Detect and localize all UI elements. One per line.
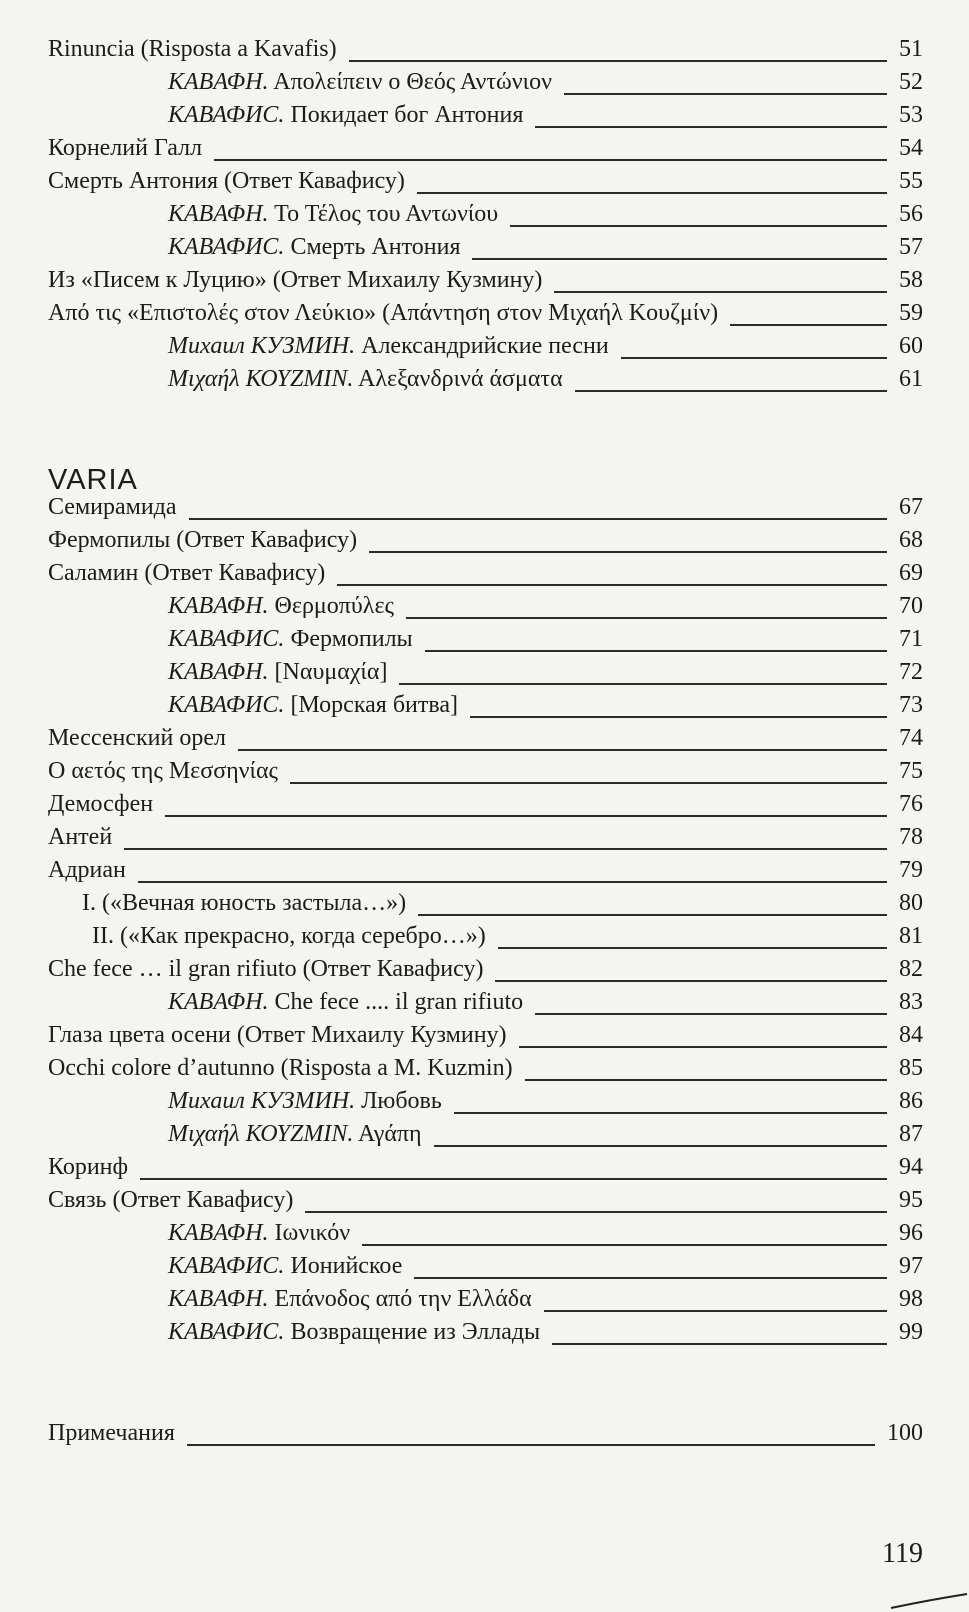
toc-leader-line: [124, 848, 887, 850]
toc-entry: [0, 558, 969, 592]
toc-entry-text: [168, 693, 458, 717]
toc-entry: [0, 1086, 969, 1120]
toc-page-number: 99: [899, 1319, 923, 1345]
toc-entry-text: [48, 726, 226, 750]
toc-leader-line: [369, 551, 887, 553]
toc-page-number: 68: [899, 527, 923, 553]
toc-entry: [0, 34, 969, 68]
toc-entry-title: Примечания: [48, 1420, 175, 1446]
toc-entry-author: Μιχαήλ ΚΟΥΖΜΙΝ.: [168, 366, 354, 392]
toc-entry: [0, 67, 969, 101]
toc-page-number: 98: [899, 1286, 923, 1312]
toc-leader-line: [564, 93, 887, 95]
toc-entry-title: Αγάπη: [358, 1121, 422, 1147]
toc-entry-title: Смерть Антония (Ответ Кавафису): [48, 168, 405, 194]
pen-stroke-mark: [889, 1592, 969, 1612]
toc-leader-line: [470, 716, 887, 718]
toc-entry-title: [Ναυμαχία]: [274, 659, 388, 685]
toc-leader-line: [362, 1244, 887, 1246]
toc-leader-line: [730, 324, 887, 326]
toc-entry: [0, 265, 969, 299]
toc-leader-line: [554, 291, 887, 293]
toc-entry-text: [168, 1122, 422, 1146]
toc-page-number: 76: [899, 791, 923, 817]
toc-entry: [0, 1218, 969, 1252]
toc-entry-author: Μιχαήλ ΚΟΥΖΜΙΝ.: [168, 1121, 354, 1147]
toc-entry-text: [48, 1188, 293, 1212]
toc-leader-line: [290, 782, 887, 784]
toc-entry-text: [48, 792, 153, 816]
toc-page-number: 69: [899, 560, 923, 586]
toc-entry-title: Связь (Ответ Кавафису): [48, 1187, 294, 1213]
toc-entry-text: [48, 136, 202, 160]
section-title-varia: VARIA: [48, 464, 138, 496]
toc-entry-text: [48, 561, 325, 585]
toc-entry-text: [48, 169, 405, 193]
toc-entry-author: ΚΑΒΑΦΗ.: [168, 989, 269, 1015]
toc-entry-text: [48, 1056, 513, 1080]
toc-entry: [0, 1418, 969, 1452]
toc-entry: [0, 525, 969, 559]
toc-page-number: 80: [899, 890, 923, 916]
toc-leader-line: [337, 584, 887, 586]
toc-entry-title: Любовь: [361, 1088, 442, 1114]
toc-page-number: 71: [899, 626, 923, 652]
toc-entry: [0, 624, 969, 658]
toc-leader-line: [138, 881, 887, 883]
toc-leader-line: [399, 683, 887, 685]
toc-entry-title: Ιωνικόν: [274, 1220, 351, 1246]
toc-entry-text: [168, 1320, 540, 1344]
toc-entry-text: [48, 1421, 175, 1445]
toc-leader-line: [434, 1145, 887, 1147]
toc-entry: [0, 987, 969, 1021]
toc-entry-title: I. («Вечная юность застыла…»): [82, 890, 407, 916]
toc-entry: [0, 1317, 969, 1351]
toc-page-number: 86: [899, 1088, 923, 1114]
toc-entry-title: Адриан: [48, 857, 126, 883]
toc-entry: [0, 1152, 969, 1186]
toc-page-number: 81: [899, 923, 923, 949]
toc-entry-title: Фермопилы: [290, 626, 413, 652]
toc-page-number: 57: [899, 234, 923, 260]
toc-entry-title: II. («Как прекрасно, когда серебро…»): [92, 923, 486, 949]
toc-entry-title: Θερμοπύλες: [274, 593, 395, 619]
toc-entry: [0, 1119, 969, 1153]
toc-entry-text: [48, 301, 718, 325]
toc-page-number: 58: [899, 267, 923, 293]
toc-entry-title: Покидает бог Антония: [290, 102, 524, 128]
toc-entry-title: Демосфен: [48, 791, 154, 817]
toc-entry: [0, 723, 969, 757]
toc-entry-title: Глаза цвета осени (Ответ Михаилу Кузмину): [48, 1022, 507, 1048]
toc-entry-author: ΚΑΒΑΦΗ.: [168, 593, 269, 619]
toc-entry-text: [168, 660, 387, 684]
toc-leader-line: [414, 1277, 887, 1279]
toc-leader-line: [425, 650, 887, 652]
toc-leader-line: [418, 914, 887, 916]
toc-entry-text: [168, 334, 609, 358]
toc-page-number: 73: [899, 692, 923, 718]
toc-entry-text: [48, 268, 542, 292]
toc-page-number: 60: [899, 333, 923, 359]
toc-leader-line: [535, 1013, 887, 1015]
toc-leader-line: [214, 159, 887, 161]
toc-entry: [0, 591, 969, 625]
toc-page-number: 78: [899, 824, 923, 850]
toc-page-number: 61: [899, 366, 923, 392]
toc-entry: [0, 166, 969, 200]
toc-entry: [0, 1020, 969, 1054]
toc-leader-line: [305, 1211, 887, 1213]
toc-entry: [0, 232, 969, 266]
toc-page-number: 83: [899, 989, 923, 1015]
toc-entry-text: [168, 1254, 402, 1278]
toc-entry-text: [48, 858, 126, 882]
toc-entry: [0, 657, 969, 691]
toc-entry-title: Το Τέλος του Αντωνίου: [274, 201, 499, 227]
toc-entry: [0, 364, 969, 398]
toc-entry-text: [48, 37, 337, 61]
toc-leader-line: [472, 258, 887, 260]
toc-entry-text: [48, 495, 177, 519]
toc-entry-text: [168, 235, 460, 259]
toc-leader-line: [552, 1343, 887, 1345]
toc-entry-text: [48, 1155, 128, 1179]
toc-entry-text: [168, 627, 413, 651]
page-number: 119: [882, 1538, 923, 1569]
toc-page-number: 54: [899, 135, 923, 161]
toc-page-number: 67: [899, 494, 923, 520]
toc-entry: [0, 855, 969, 889]
toc-entry-author: Михаил КУЗМИН.: [168, 333, 356, 359]
toc-leader-line: [189, 518, 887, 520]
toc-entry: [0, 1251, 969, 1285]
toc-leader-line: [495, 980, 887, 982]
toc-page-number: 79: [899, 857, 923, 883]
toc-entry-title: [Морская битва]: [290, 692, 459, 718]
toc-entry-text: [82, 891, 406, 915]
toc-entry-title: Семирамида: [48, 494, 177, 520]
toc-entry-title: Саламин (Ответ Кавафису): [48, 560, 326, 586]
toc-entry: [0, 100, 969, 134]
toc-entry-text: [92, 924, 486, 948]
toc-entry-text: [168, 1221, 350, 1245]
toc-entry-title: Антей: [48, 824, 113, 850]
toc-entry-text: [168, 70, 552, 94]
toc-leader-line: [187, 1444, 875, 1446]
toc-entry-text: [48, 1023, 507, 1047]
toc-entry-author: ΚΑΒΑΦΗ.: [168, 1286, 269, 1312]
toc-page-number: 55: [899, 168, 923, 194]
toc-entry-title: Ο αετός της Μεσσηνίας: [48, 758, 279, 784]
toc-entry: [0, 1053, 969, 1087]
toc-entry-text: [168, 990, 523, 1014]
toc-entry-title: Ионийское: [290, 1253, 403, 1279]
toc-page-number: 59: [899, 300, 923, 326]
toc-page-number: 82: [899, 956, 923, 982]
toc-page-number: 51: [899, 36, 923, 62]
toc-leader-line: [621, 357, 887, 359]
toc-entry: [0, 690, 969, 724]
toc-page-number: 100: [887, 1420, 923, 1446]
toc-leader-line: [454, 1112, 887, 1114]
toc-entry-author: ΚΑΒΑΦΗ.: [168, 69, 269, 95]
toc-entry: [0, 133, 969, 167]
toc-page-number: 56: [899, 201, 923, 227]
toc-page-number: 52: [899, 69, 923, 95]
toc-leader-line: [575, 390, 887, 392]
toc-entry-text: [48, 528, 357, 552]
toc-entry-title: Коринф: [48, 1154, 129, 1180]
toc-entry-text: [48, 825, 112, 849]
toc-leader-line: [544, 1310, 887, 1312]
toc-leader-line: [238, 749, 887, 751]
toc-entry-author: КАВАФИС.: [168, 626, 285, 652]
toc-page-number: 53: [899, 102, 923, 128]
toc-entry-title: Александрийские песни: [361, 333, 609, 359]
toc-entry-title: Che fece .... il gran rifiuto: [274, 989, 524, 1015]
toc-page-number: 96: [899, 1220, 923, 1246]
toc-entry-author: КАВАФИС.: [168, 102, 285, 128]
toc-page-number: 97: [899, 1253, 923, 1279]
toc-page-number: 87: [899, 1121, 923, 1147]
toc-leader-line: [417, 192, 887, 194]
toc-entry-title: Απολείπειν ο Θεός Αντώνιον: [273, 69, 552, 95]
toc-entry-text: [168, 1089, 442, 1113]
toc-leader-line: [349, 60, 887, 62]
toc-entry-author: ΚΑΒΑΦΗ.: [168, 659, 269, 685]
toc-page-number: 84: [899, 1022, 923, 1048]
toc-entry-text: [168, 103, 523, 127]
toc-entry: [0, 199, 969, 233]
toc-entry-text: [168, 1287, 532, 1311]
toc-page-number: 72: [899, 659, 923, 685]
toc-entry: [0, 756, 969, 790]
toc-leader-line: [140, 1178, 887, 1180]
toc-entry-title: Rinuncia (Risposta a Kavafis): [48, 36, 337, 62]
toc-page-number: 70: [899, 593, 923, 619]
toc-entry-title: Из «Писем к Луцию» (Ответ Михаилу Кузмину): [48, 267, 543, 293]
toc-entry-author: Михаил КУЗМИН.: [168, 1088, 356, 1114]
toc-entry-author: ΚΑΒΑΦΗ.: [168, 1220, 269, 1246]
toc-entry: [0, 954, 969, 988]
toc-entry-text: [48, 957, 483, 981]
toc-leader-line: [510, 225, 887, 227]
toc-page-number: 75: [899, 758, 923, 784]
toc-entry-author: ΚΑΒΑΦΗ.: [168, 201, 269, 227]
toc-entry: [0, 822, 969, 856]
toc-entry: [0, 298, 969, 332]
toc-entry-text: [168, 367, 563, 391]
toc-leader-line: [535, 126, 887, 128]
toc-leader-line: [498, 947, 887, 949]
toc-page-number: 74: [899, 725, 923, 751]
toc-entry-title: Мессенский орел: [48, 725, 226, 751]
toc-entry-author: КАВАФИС.: [168, 234, 285, 260]
toc-leader-line: [525, 1079, 887, 1081]
toc-entry-author: КАВАФИС.: [168, 692, 285, 718]
toc-entry: [0, 1185, 969, 1219]
toc-leader-line: [519, 1046, 887, 1048]
toc-leader-line: [406, 617, 887, 619]
toc-entry-title: Επάνοδος από την Ελλάδα: [274, 1286, 532, 1312]
toc-entry: [0, 331, 969, 365]
toc-entry-author: КАВАФИС.: [168, 1253, 285, 1279]
toc-page-number: 95: [899, 1187, 923, 1213]
toc-entry-title: Occhi colore d’autunno (Risposta a M. Kuzmin): [48, 1055, 513, 1081]
toc-page-number: 85: [899, 1055, 923, 1081]
toc-entry-title: Смерть Антония: [290, 234, 461, 260]
toc-entry-title: Возвращение из Эллады: [290, 1319, 541, 1345]
toc-entry: [0, 492, 969, 526]
toc-entry-text: [48, 759, 278, 783]
toc-entry: [0, 888, 969, 922]
toc-page-number: 94: [899, 1154, 923, 1180]
toc-entry-title: Корнелий Галл: [48, 135, 203, 161]
toc-entry: [0, 789, 969, 823]
toc-entry-title: Фермопилы (Ответ Кавафису): [48, 527, 358, 553]
toc-entry-text: [168, 594, 394, 618]
toc-entry-title: Από τις «Επιστολές στον Λεύκιο» (Απάντηση στον Μιχαήλ Κουζμίν): [48, 300, 719, 326]
toc-entry-title: Che fece … il gran rifiuto (Ответ Кавафису): [48, 956, 484, 982]
toc-entry-author: КАВАФИС.: [168, 1319, 285, 1345]
toc-entry: [0, 921, 969, 955]
toc-entry: [0, 1284, 969, 1318]
toc-entry-text: [168, 202, 498, 226]
toc-entry-title: Αλεξανδρινά άσματα: [358, 366, 563, 392]
toc-leader-line: [165, 815, 887, 817]
